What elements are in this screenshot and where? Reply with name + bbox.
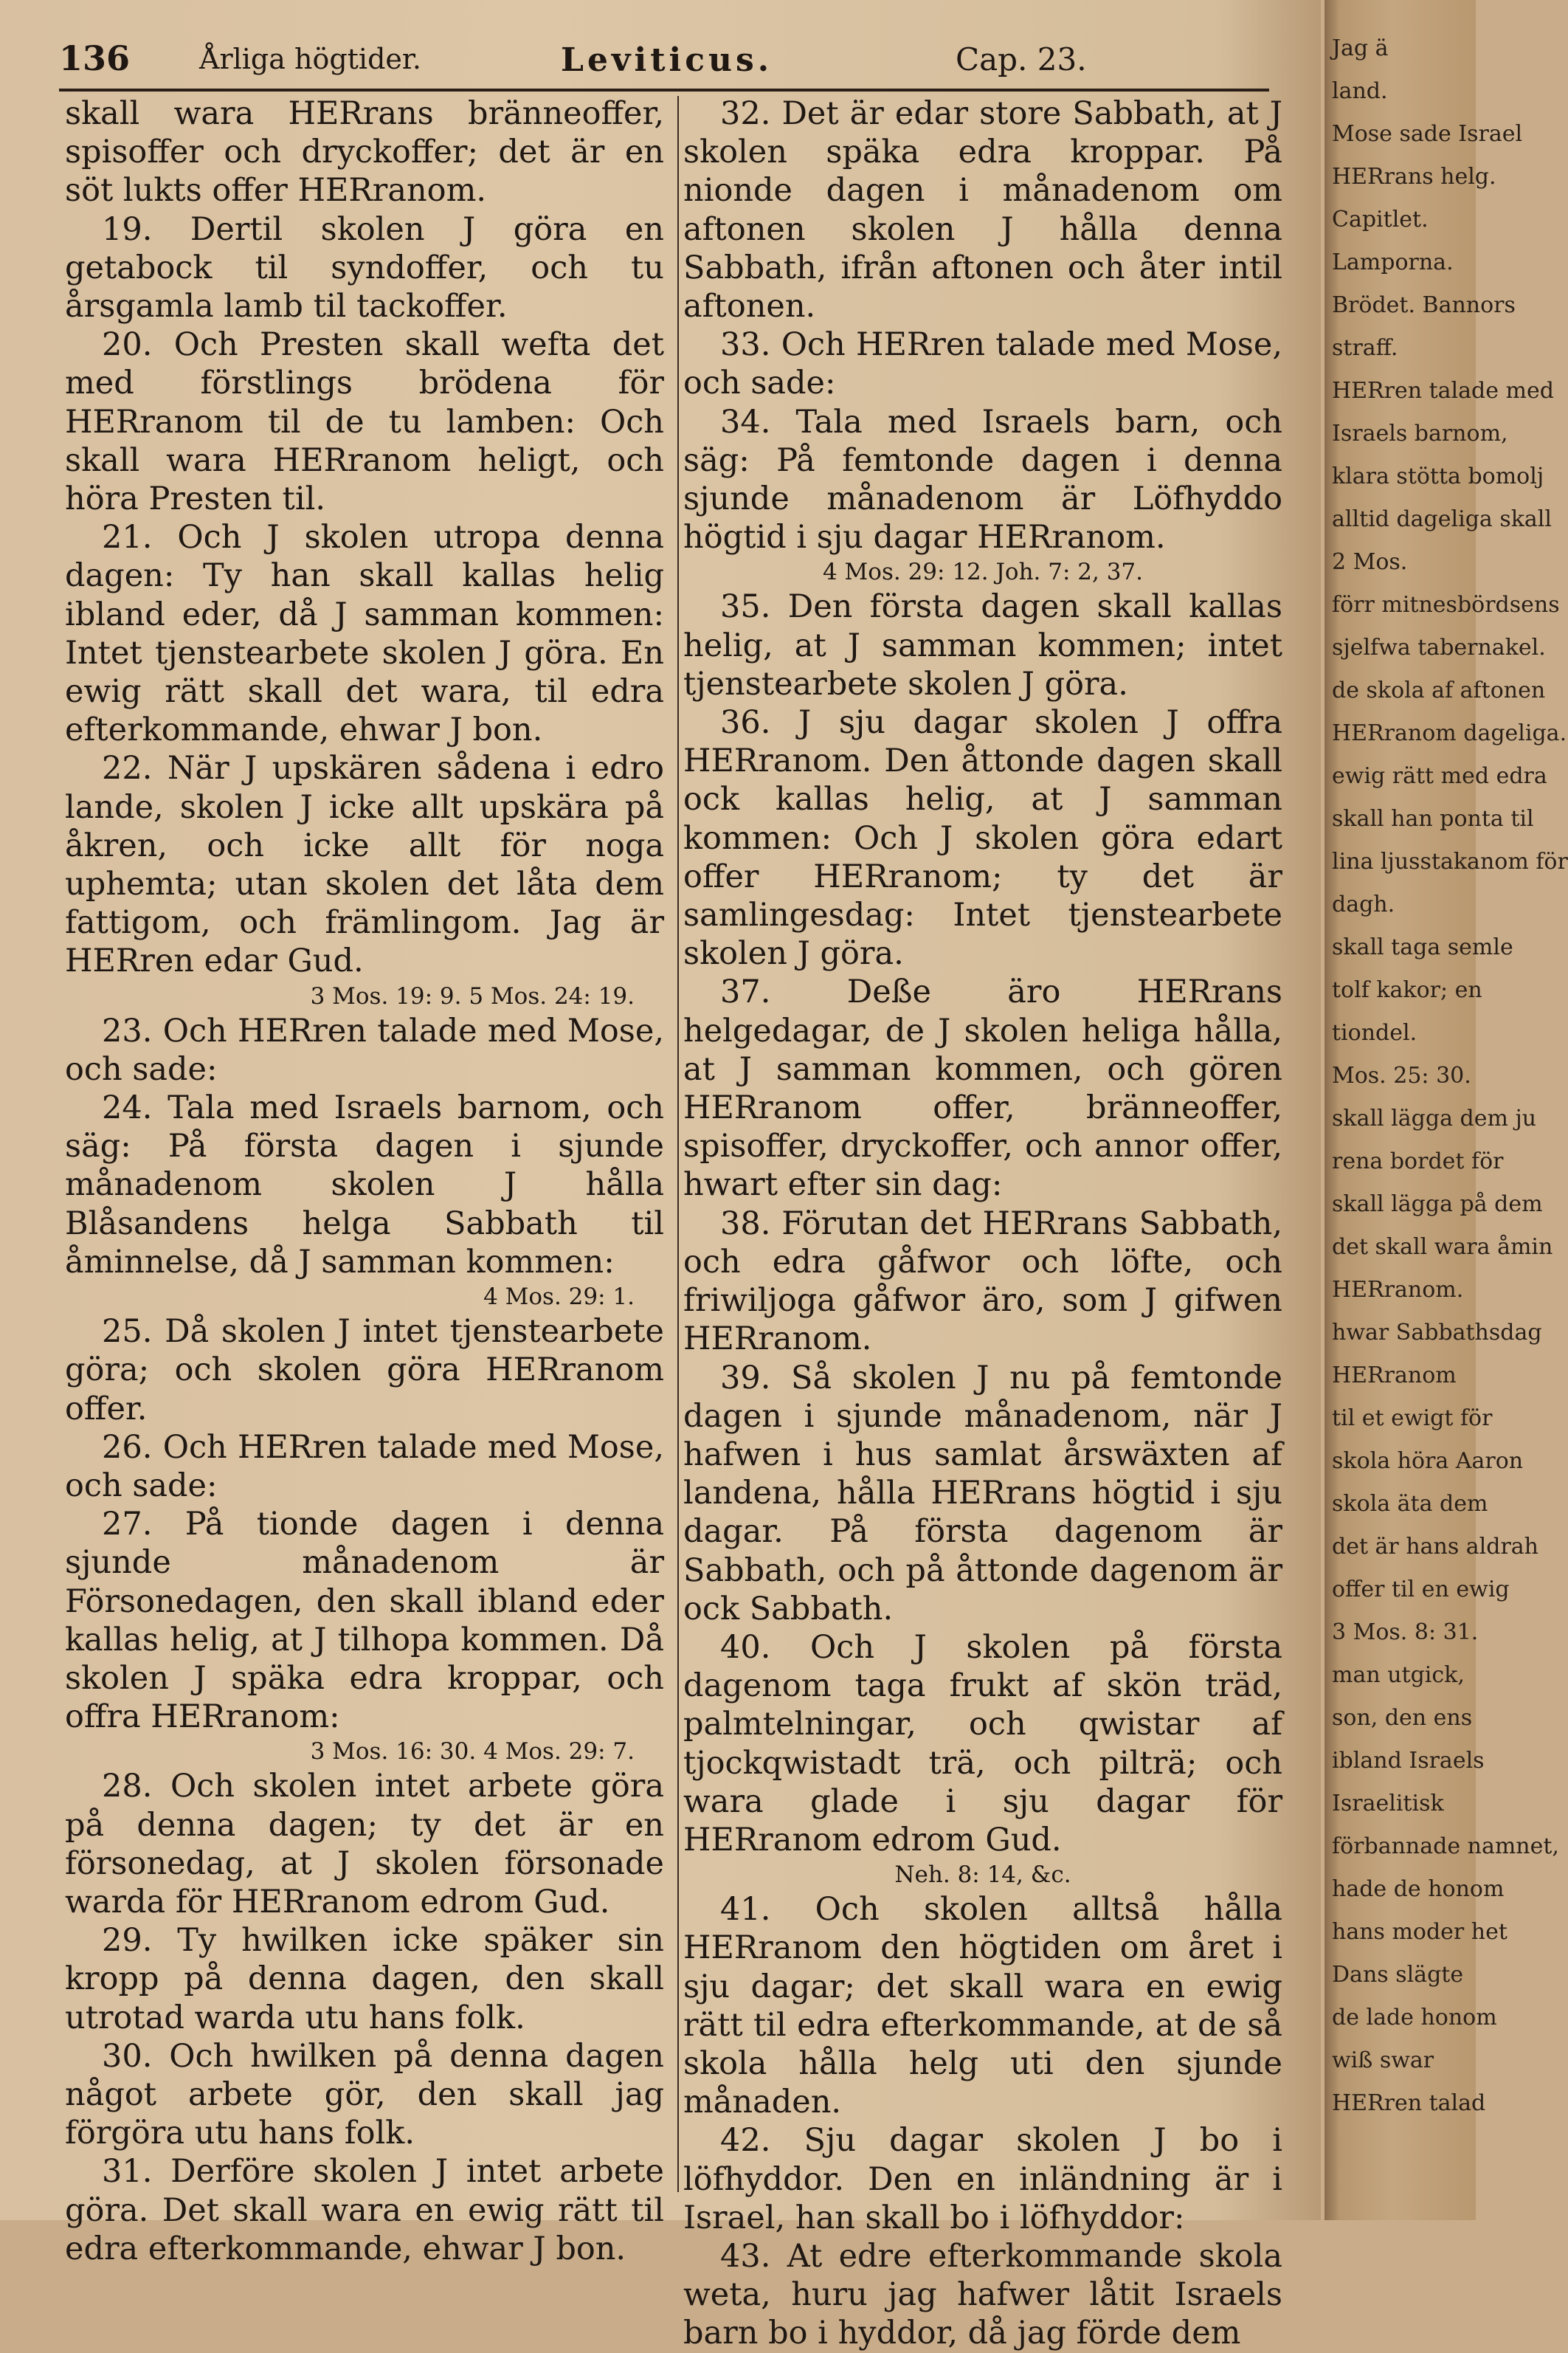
verse-number: 22. <box>102 750 153 788</box>
adjacent-page-fragment: Jag ä <box>1332 35 1389 61</box>
verse <box>683 2121 1282 2237</box>
verse-number: 31. <box>102 2153 153 2191</box>
verse-text: Så skolen J nu på femtonde dagen i sjunde månadenom, när J hafwen i hus samlat årswäxten af landena, hålla HERrans högtid i sju dagar. På första dagenom är Sabbath, och på åttonde dagenom är ock Sabbath. <box>683 1359 1282 1627</box>
verse-number: 34. <box>720 403 771 441</box>
adjacent-page-fragment: förbannade namnet, <box>1332 1833 1559 1859</box>
verse-text: Den första dagen skall kallas helig, at J samman kommen; intet tjenstearbete skolen J göra. <box>683 588 1282 703</box>
verse-text: At edre efterkommande skola weta, huru jag hafwer låtit Israels barn bo i hyddor, då jag förde dem <box>683 2237 1283 2352</box>
verse-text: Och skolen intet arbete göra på denna dagen; ty det är en försonedag, at J skolen försonade warda för HERranom edrom Gud. <box>65 1768 664 1920</box>
verse <box>683 703 1282 973</box>
verse-number: 33. <box>720 326 771 364</box>
verse <box>65 1312 664 1428</box>
adjacent-page-fragment: skola äta dem <box>1332 1491 1488 1517</box>
left-column <box>65 94 665 2267</box>
verse-text: Och J skolen på första dagenom taga frukt af skön träd, palmtelningar, och qwistar af tjockqwistadt trä, och pilträ; och wara glade i sju dagar för HERranom edrom Gud. <box>683 1628 1282 1858</box>
adjacent-page-fragment: skall han ponta til <box>1332 806 1534 832</box>
column-divider <box>677 96 679 2192</box>
verse-number: 19. <box>102 210 153 248</box>
verse <box>65 1089 664 1281</box>
verse-text: Det är edar store Sabbath, at J skolen späka edra kroppar. På nionde dagen i månadenom om aftonen skolen J hålla denna Sabbath, ifrån aftonen och åter intil aftonen. <box>683 95 1283 325</box>
verse-text: Förutan det HERrans Sabbath, och edra gåfwor och löfte, och friwiljoga gåfwor äro, som J gifwen HERranom. <box>683 1205 1282 1358</box>
verse-text: När J upskären sådena i edro lande, skolen J icke allt upskära på åkren, och icke allt för noga uphemta; utan skolen det låta dem fattigom, och främlingom. Jag är HERren edar Gud. <box>65 750 664 980</box>
verse-number: 42. <box>720 2122 771 2160</box>
verse <box>65 749 664 980</box>
adjacent-page-fragment: ewig rätt med edra <box>1332 763 1547 789</box>
adjacent-page-fragment: 2 Mos. <box>1332 549 1408 575</box>
running-head <box>59 38 1092 83</box>
cross-reference: Neh. 8: 14, &c. <box>894 1861 1071 1889</box>
adjacent-page-fragment: lina ljusstakanom för <box>1332 849 1568 875</box>
verse <box>65 1767 664 1921</box>
verse <box>65 2037 664 2153</box>
verse-text: Ty hwilken icke späker sin kropp på denna dagen, den skall utrotad warda utu hans folk. <box>65 1922 664 2036</box>
verse-number: 32. <box>720 95 771 132</box>
cross-reference: 3 Mos. 19: 9. 5 Mos. 24: 19. <box>310 982 635 1010</box>
verse <box>683 1205 1282 1359</box>
adjacent-page-fragment: hwar Sabbathsdag <box>1332 1320 1542 1346</box>
adjacent-page-fragment: HERranom dageliga. <box>1332 720 1567 746</box>
verse <box>65 325 664 518</box>
verse-number: 30. <box>102 2037 153 2075</box>
verse <box>683 1359 1282 1628</box>
verse-number: 43. <box>720 2237 771 2275</box>
adjacent-page-fragment: tolf kakor; en <box>1332 977 1482 1003</box>
verse <box>65 1012 664 1089</box>
adjacent-page-fragment: HERren talad <box>1332 2090 1486 2116</box>
adjacent-page-fragment: land. <box>1332 78 1388 104</box>
verse-number: 21. <box>102 519 153 557</box>
verse-number: 24. <box>102 1089 153 1127</box>
verse-number: 40. <box>720 1628 771 1666</box>
adjacent-page-fragment: de lade honom <box>1332 2005 1497 2030</box>
verse <box>683 2237 1282 2353</box>
adjacent-page-fragment: offer til en ewig <box>1332 1577 1510 1602</box>
verse-text: Och HERren talade med Mose, och sade: <box>65 1428 664 1504</box>
verse <box>683 973 1282 1204</box>
cross-reference: 4 Mos. 29: 1. <box>483 1284 635 1311</box>
cross-reference: 3 Mos. 16: 30. 4 Mos. 29: 7. <box>310 1738 635 1765</box>
adjacent-page-fragment: straff. <box>1332 335 1398 361</box>
adjacent-page-fragment: son, den ens <box>1332 1705 1473 1731</box>
running-head-title: Årliga högtider. <box>199 43 421 75</box>
verse-text: Och hwilken på denna dagen något arbete gör, den skall jag förgöra utu hans folk. <box>65 2037 664 2152</box>
adjacent-page-fragment: klara stötta bomolj <box>1332 464 1544 489</box>
adjacent-page-fragment: det skall wara åmin <box>1332 1234 1553 1260</box>
page-number: 136 <box>59 38 131 78</box>
verse-text: Derföre skolen J intet arbete göra. Det skall wara en ewig rätt til edra efterkommande, ehwar J bon. <box>65 2153 664 2267</box>
verse-text: Sju dagar skolen J bo i löfhyddor. Den en inländning är i Israel, han skall bo i löfhyddor: <box>683 2122 1282 2236</box>
verse <box>683 325 1282 402</box>
adjacent-page-fragment: Lamporna. <box>1332 249 1454 275</box>
verse-number: 38. <box>720 1205 771 1242</box>
verse-text: Då skolen J intet tjenstearbete göra; och skolen göra HERranom offer. <box>65 1313 665 1427</box>
adjacent-page-fragment: Mose sade Israel <box>1332 121 1523 147</box>
verse <box>683 403 1282 557</box>
verse-text: Och HERren talade med Mose, och sade: <box>65 1012 664 1088</box>
verse-text: Och Presten skall wefta det med förstlings brödena för HERranom til de tu lamben: Och skall wara HERranom heligt, och höra Presten til. <box>65 326 664 518</box>
verse-number: 39. <box>720 1359 771 1396</box>
adjacent-page-fragment: til et ewigt för <box>1332 1405 1493 1431</box>
verse-text: Deße äro HERrans helgedagar, de J skolen heliga hålla, at J samman kommen, och gören HERranom offer, bränneoffer, spisoffer, dryckoffer, och annor offer, hwart efter sin dag: <box>683 974 1282 1204</box>
adjacent-page-fragment: hans moder het <box>1332 1919 1507 1945</box>
verse-text: Tala med Israels barnom, och säg: På första dagen i sjunde månadenom skolen J hålla Blåsandens helga Sabbath til åminnelse, då J samman kommen: <box>65 1089 664 1281</box>
verse <box>683 1628 1282 1859</box>
verse-text: På tionde dagen i denna sjunde månadenom är Försonedagen, den skall ibland eder kallas helig, at J tilhopa kommen. Då skolen J späka edra kroppar, och offra HERranom: <box>65 1506 664 1736</box>
verse <box>65 94 664 210</box>
adjacent-page-fragment: HERranom. <box>1332 1277 1464 1303</box>
header-rule <box>59 89 1269 92</box>
verse-number: 28. <box>102 1768 153 1805</box>
verse <box>65 1428 664 1505</box>
adjacent-page-edge <box>1324 0 1568 2220</box>
verse-number: 27. <box>102 1506 153 1543</box>
adjacent-page-fragment: Brödet. Bannors <box>1332 292 1516 318</box>
adjacent-page-fragment: skall lägga på dem <box>1332 1191 1543 1217</box>
adjacent-page-fragment: Israels barnom, <box>1332 421 1508 447</box>
adjacent-page-fragment: sjelfwa tabernakel. <box>1332 635 1546 661</box>
verse-text: Och skolen alltså hålla HERranom den högtiden om året i sju dagar; det skall wara en ewig rätt til edra efterkommande, at de så skola hålla helg uti den sjunde månaden. <box>683 1891 1282 2121</box>
cross-reference: 4 Mos. 29: 12. Joh. 7: 2, 37. <box>822 559 1143 586</box>
adjacent-page-fragment: skola höra Aaron <box>1332 1448 1524 1474</box>
adjacent-page-fragment: Israelitisk <box>1332 1791 1444 1816</box>
right-column <box>683 94 1283 2352</box>
verse-text: Tala med Israels barn, och säg: På femtonde dagen i denna sjunde månadenom är Löfhyddo högtid i sju dagar HERranom. <box>683 403 1282 557</box>
verse-text: Och HERren talade med Mose, och sade: <box>683 326 1282 402</box>
adjacent-page-fragment: HERranom <box>1332 1362 1457 1388</box>
verse <box>65 1921 664 2037</box>
verse-number: 20. <box>102 326 153 364</box>
adjacent-page-fragment: 3 Mos. 8: 31. <box>1332 1619 1479 1645</box>
verse-text: J sju dagar skolen J offra HERranom. Den åttonde dagen skall ock kallas helig, at J samman kommen: Och J skolen göra edart offer HERranom; ty det är samlingesdag: Intet tjenstearbete skolen J göra. <box>683 704 1282 973</box>
adjacent-page-fragment: rena bordet för <box>1332 1148 1504 1174</box>
adjacent-page-fragment: dagh. <box>1332 892 1395 917</box>
adjacent-page-fragment: Capitlet. <box>1332 207 1429 232</box>
verse <box>683 94 1282 325</box>
adjacent-page-fragment: hade de honom <box>1332 1876 1505 1902</box>
verse <box>65 2152 664 2268</box>
adjacent-page-fragment: wiß swar <box>1332 2047 1434 2073</box>
adjacent-page-fragment: alltid dageliga skall <box>1332 506 1552 532</box>
verse-number: 37. <box>720 974 771 1011</box>
adjacent-page-fragment: skall taga semle <box>1332 934 1513 960</box>
verse <box>65 518 664 749</box>
book-title: Leviticus. <box>561 41 773 79</box>
adjacent-page-fragment: Dans slägte <box>1332 1962 1464 1988</box>
adjacent-page-fragment: HERren talade med <box>1332 378 1554 404</box>
chapter-label: Cap. 23. <box>956 41 1087 77</box>
verse <box>65 1505 664 1736</box>
adjacent-page-fragment: man utgick, <box>1332 1662 1465 1688</box>
adjacent-page-fragment: de skola af aftonen <box>1332 678 1546 703</box>
adjacent-page-fragment: HERrans helg. <box>1332 164 1496 190</box>
verse <box>683 1890 1282 2121</box>
adjacent-page-fragment: förr mitnesbördsens <box>1332 592 1560 618</box>
verse-number: 23. <box>102 1012 153 1050</box>
verse-text: skall wara HERrans bränneoffer, spisoffer och dryckoffer; det är en söt lukts offer HERranom. <box>65 95 664 210</box>
adjacent-page-fragment: tiondel. <box>1332 1020 1417 1046</box>
verse-text: Dertil skolen J göra en getabock til syndoffer, och tu årsgamla lamb til tackoffer. <box>65 210 665 325</box>
adjacent-page-fragment: skall lägga dem ju <box>1332 1106 1537 1131</box>
verse-number: 26. <box>102 1428 153 1466</box>
verse <box>65 210 664 326</box>
adjacent-page-fragment: ibland Israels <box>1332 1748 1485 1774</box>
verse-number: 36. <box>720 704 771 742</box>
verse-number: 41. <box>720 1891 771 1929</box>
adjacent-page-fragment: det är hans aldrah <box>1332 1534 1539 1560</box>
verse-number: 25. <box>102 1313 153 1351</box>
verse <box>683 588 1282 703</box>
verse-text: Och J skolen utropa denna dagen: Ty han skall kallas helig ibland eder, då J samman kommen: Intet tjenstearbete skolen J göra. En ewig rätt skall det wara, til edra efterkommande, ehwar J bon. <box>65 519 665 749</box>
adjacent-page-fragment: Mos. 25: 30. <box>1332 1063 1471 1089</box>
verse-number: 35. <box>720 588 771 626</box>
verse-number: 29. <box>102 1922 153 1960</box>
